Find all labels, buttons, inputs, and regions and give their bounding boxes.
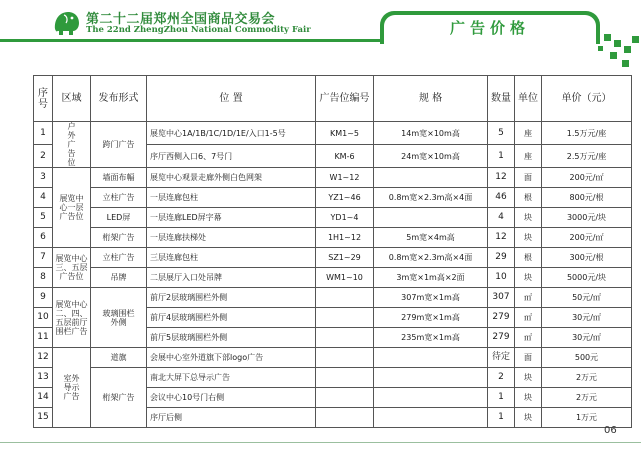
cell-price: 2万元 xyxy=(542,368,632,388)
cell-no: 8 xyxy=(34,268,53,288)
table-row xyxy=(34,288,632,308)
header-area: 区域 xyxy=(53,76,91,122)
cell-spec: 0.8m宽×2.3m高×4面 xyxy=(374,188,488,208)
table-header-row xyxy=(34,76,632,122)
cell-unit: ㎡ xyxy=(515,328,542,348)
cell-code: WM1~10 xyxy=(316,268,374,288)
cell-unit: 块 xyxy=(515,268,542,288)
cell-code xyxy=(316,408,374,428)
cell-no: 5 xyxy=(34,208,53,228)
table-row xyxy=(34,122,632,145)
cell-position: 南北大屏下总导示广告 xyxy=(147,368,316,388)
cell-unit: 座 xyxy=(515,122,542,145)
price-table-container xyxy=(33,75,631,421)
cell-position: 前厅4层玻璃围栏外侧 xyxy=(147,308,316,328)
header-no: 序号 xyxy=(34,76,53,122)
cell-qty: 12 xyxy=(488,228,515,248)
cell-code: SZ1~29 xyxy=(316,248,374,268)
cell-qty: 1 xyxy=(488,145,515,168)
cell-unit: 块 xyxy=(515,208,542,228)
cell-area: 展览中心一层广告位 xyxy=(53,168,91,248)
deco-square xyxy=(632,36,639,43)
cell-price: 2万元 xyxy=(542,388,632,408)
cell-code: 1H1~12 xyxy=(316,228,374,248)
header-unit: 单位 xyxy=(515,76,542,122)
cell-position: 前厅2层玻璃围栏外侧 xyxy=(147,288,316,308)
cell-position: 展览中心1A/1B/1C/1D/1E/入口1-5号 xyxy=(147,122,316,145)
cell-unit: 块 xyxy=(515,228,542,248)
cell-form: 立柱广告 xyxy=(91,248,147,268)
cell-spec: 307m宽×1m高 xyxy=(374,288,488,308)
cell-form: LED屏 xyxy=(91,208,147,228)
cell-unit: ㎡ xyxy=(515,288,542,308)
cell-spec xyxy=(374,348,488,368)
cell-qty: 2 xyxy=(488,368,515,388)
cell-unit: 块 xyxy=(515,368,542,388)
header-band xyxy=(0,39,380,42)
cell-position: 会议中心10号门右侧 xyxy=(147,388,316,408)
cell-code xyxy=(316,308,374,328)
cell-price: 1万元 xyxy=(542,408,632,428)
cell-price: 2.5万元/座 xyxy=(542,145,632,168)
cell-price: 300元/根 xyxy=(542,248,632,268)
cell-spec: 279m宽×1m高 xyxy=(374,308,488,328)
cell-area: 室外导示广告 xyxy=(53,348,91,428)
header-position: 位 置 xyxy=(147,76,316,122)
cell-position: 序厅后侧 xyxy=(147,408,316,428)
cell-spec: 0.8m宽×2.3m高×4面 xyxy=(374,248,488,268)
cell-position: 序厅西侧入口6、7号门 xyxy=(147,145,316,168)
cell-price: 500元 xyxy=(542,348,632,368)
table-row xyxy=(34,268,632,288)
cell-spec xyxy=(374,368,488,388)
ad-price-table xyxy=(33,75,632,428)
cell-unit: ㎡ xyxy=(515,308,542,328)
cell-no: 2 xyxy=(34,145,53,168)
cell-price: 30元/㎡ xyxy=(542,308,632,328)
cell-spec: 3m宽×1m高×2面 xyxy=(374,268,488,288)
cell-no: 6 xyxy=(34,228,53,248)
cell-spec: 5m宽×4m高 xyxy=(374,228,488,248)
deco-square xyxy=(604,34,611,41)
cell-position: 一层连廊包柱 xyxy=(147,188,316,208)
cell-no: 13 xyxy=(34,368,53,388)
cell-qty: 4 xyxy=(488,208,515,228)
deco-square xyxy=(598,46,603,51)
cell-price: 1.5万元/座 xyxy=(542,122,632,145)
cell-spec xyxy=(374,208,488,228)
cell-code: KM1~5 xyxy=(316,122,374,145)
header-form: 发布形式 xyxy=(91,76,147,122)
cell-spec: 14m宽×10m高 xyxy=(374,122,488,145)
cell-code xyxy=(316,388,374,408)
table-row xyxy=(34,248,632,268)
cell-unit: 面 xyxy=(515,348,542,368)
cell-qty: 1 xyxy=(488,388,515,408)
cell-qty: 29 xyxy=(488,248,515,268)
cell-position: 前厅5层玻璃围栏外侧 xyxy=(147,328,316,348)
cell-unit: 块 xyxy=(515,408,542,428)
table-row xyxy=(34,228,632,248)
table-row xyxy=(34,368,632,388)
cell-form: 道旗 xyxy=(91,348,147,368)
fair-title-en: The 22nd ZhengZhou National Commodity Fair xyxy=(86,25,311,35)
header-code: 广告位编号 xyxy=(316,76,374,122)
table-row xyxy=(34,188,632,208)
cell-no: 15 xyxy=(34,408,53,428)
cell-area: 展览中心二、四、五层前厅围栏广告 xyxy=(53,288,91,348)
table-row xyxy=(34,208,632,228)
cell-form: 跨门广告 xyxy=(91,122,147,168)
cell-form: 桁架广告 xyxy=(91,228,147,248)
cell-form: 墙面布幅 xyxy=(91,168,147,188)
cell-unit: 根 xyxy=(515,248,542,268)
cell-unit: 面 xyxy=(515,168,542,188)
cell-no: 10 xyxy=(34,308,53,328)
cell-qty: 46 xyxy=(488,188,515,208)
deco-square xyxy=(610,52,617,59)
cell-form: 吊牌 xyxy=(91,268,147,288)
cell-qty: 279 xyxy=(488,308,515,328)
cell-form: 桁架广告 xyxy=(91,368,147,428)
cell-position: 会展中心室外道旗下部logo广告 xyxy=(147,348,316,368)
fair-title-cn: 第二十二届郑州全国商品交易会 xyxy=(86,12,276,27)
cell-position: 一层连廊扶梯处 xyxy=(147,228,316,248)
cell-position: 三层连廊包柱 xyxy=(147,248,316,268)
cell-form: 立柱广告 xyxy=(91,188,147,208)
cell-no: 14 xyxy=(34,388,53,408)
cell-qty: 279 xyxy=(488,328,515,348)
cell-price: 800元/根 xyxy=(542,188,632,208)
cell-price: 200元/㎡ xyxy=(542,228,632,248)
cell-code xyxy=(316,328,374,348)
cell-spec xyxy=(374,168,488,188)
header-price: 单价（元） xyxy=(542,76,632,122)
page-header xyxy=(0,0,641,44)
header-qty: 数量 xyxy=(488,76,515,122)
cell-code xyxy=(316,288,374,308)
cell-code xyxy=(316,348,374,368)
deco-square xyxy=(624,46,631,53)
cell-code: W1~12 xyxy=(316,168,374,188)
deco-square xyxy=(622,60,629,67)
cell-form: 玻璃围栏外侧 xyxy=(91,288,147,348)
cell-qty: 10 xyxy=(488,268,515,288)
elephant-logo-icon xyxy=(52,7,80,37)
cell-no: 7 xyxy=(34,248,53,268)
cell-no: 4 xyxy=(34,188,53,208)
cell-area: 展览中心三、五层广告位 xyxy=(53,248,91,288)
cell-unit: 根 xyxy=(515,188,542,208)
cell-code: YD1~4 xyxy=(316,208,374,228)
table-row xyxy=(34,348,632,368)
cell-price: 30元/㎡ xyxy=(542,328,632,348)
header-spec: 规 格 xyxy=(374,76,488,122)
cell-position: 一层连廊LED屏字幕 xyxy=(147,208,316,228)
cell-price: 200元/㎡ xyxy=(542,168,632,188)
cell-no: 1 xyxy=(34,122,53,145)
cell-spec xyxy=(374,408,488,428)
cell-no: 9 xyxy=(34,288,53,308)
footer-divider xyxy=(0,442,641,443)
table-row xyxy=(34,168,632,188)
cell-code xyxy=(316,368,374,388)
cell-no: 12 xyxy=(34,348,53,368)
cell-spec xyxy=(374,388,488,408)
cell-area: 户外广告位 xyxy=(53,122,91,168)
cell-code: KM-6 xyxy=(316,145,374,168)
cell-position: 二层展厅入口处吊牌 xyxy=(147,268,316,288)
cell-qty: 5 xyxy=(488,122,515,145)
cell-spec: 24m宽×10m高 xyxy=(374,145,488,168)
cell-qty: 12 xyxy=(488,168,515,188)
cell-spec: 235m宽×1m高 xyxy=(374,328,488,348)
cell-no: 11 xyxy=(34,328,53,348)
cell-price: 5000元/块 xyxy=(542,268,632,288)
cell-price: 3000元/块 xyxy=(542,208,632,228)
cell-code: YZ1~46 xyxy=(316,188,374,208)
section-title: 广告价格 xyxy=(449,19,530,37)
deco-square xyxy=(614,40,621,47)
cell-price: 50元/㎡ xyxy=(542,288,632,308)
cell-no: 3 xyxy=(34,168,53,188)
page-number: 06 xyxy=(604,425,617,436)
cell-unit: 座 xyxy=(515,145,542,168)
cell-qty: 1 xyxy=(488,408,515,428)
cell-unit: 块 xyxy=(515,388,542,408)
cell-qty: 待定 xyxy=(488,348,515,368)
cell-position: 展览中心观景走廊外侧白色网架 xyxy=(147,168,316,188)
cell-qty: 307 xyxy=(488,288,515,308)
